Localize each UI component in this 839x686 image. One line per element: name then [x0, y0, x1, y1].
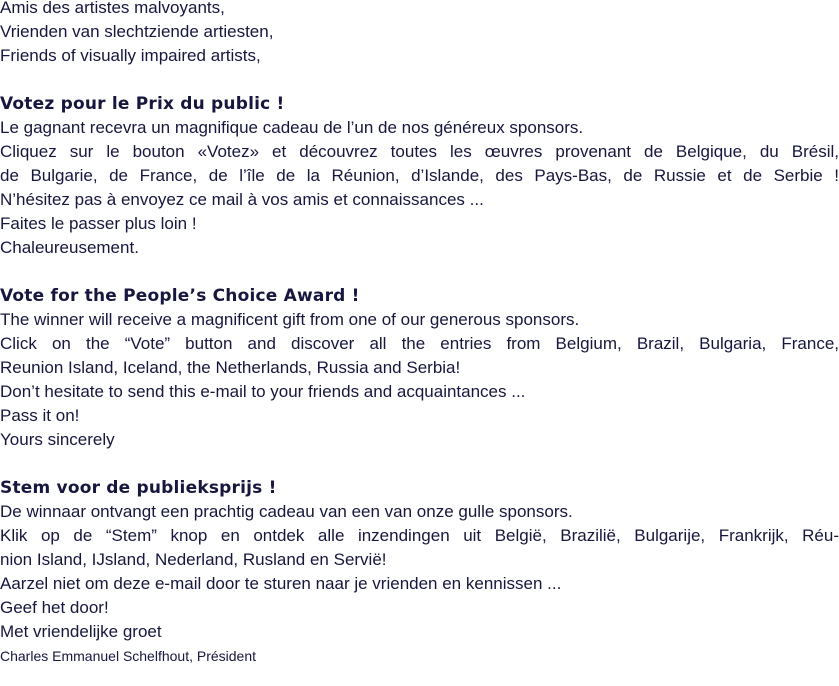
french-line: N’hésitez pas à envoyez ce mail à vos amis et connaissances ... — [0, 190, 484, 209]
signature: Charles Emmanuel Schelfhout, Président — [0, 648, 257, 664]
english-line: Pass it on! — [0, 406, 80, 425]
french-line: Cliquez sur le bouton «Votez» et découvrez toutes les œuvres provenant de Belgique, du Brésil, — [0, 142, 839, 161]
spacer — [0, 68, 839, 92]
french-heading: Votez pour le Prix du public ! — [0, 94, 285, 114]
english-line: Reunion Island, Iceland, the Netherlands, Russia and Serbia! — [0, 358, 461, 377]
french-section — [0, 92, 839, 260]
dutch-line: Klik op de “Stem” knop en ontdek alle inzendingen uit België, Brazilië, Bulgarije, Frankrijk, Réu- — [0, 526, 839, 545]
english-line: The winner will receive a magnificent gift from one of our generous sponsors. — [0, 310, 580, 329]
english-heading: Vote for the People’s Choice Award ! — [0, 286, 360, 306]
english-line: Click on the “Vote” button and discover all the entries from Belgium, Brazil, Bulgaria, France, — [0, 334, 839, 353]
french-line: Chaleureusement. — [0, 238, 139, 257]
french-line: de Bulgarie, de France, de l’île de la Réunion, d’Islande, des Pays-Bas, de Russie et de Serbie ! — [0, 166, 839, 185]
french-line: Le gagnant recevra un magnifique cadeau de l’un de nos généreux sponsors. — [0, 118, 584, 137]
greeting-dutch: Vrienden van slechtziende artiesten, — [0, 22, 274, 41]
spacer — [0, 260, 839, 284]
greeting-block — [0, 0, 839, 68]
dutch-line: De winnaar ontvangt een prachtig cadeau van een van onze gulle sponsors. — [0, 502, 573, 521]
spacer — [0, 452, 839, 476]
english-section — [0, 284, 839, 452]
french-line: Faites le passer plus loin ! — [0, 214, 197, 233]
dutch-line: nion Island, IJsland, Nederland, Rusland en Servië! — [0, 550, 387, 569]
dutch-line: Met vriendelijke groet — [0, 622, 162, 641]
greeting-english: Friends of visually impaired artists, — [0, 46, 261, 65]
english-line: Yours sincerely — [0, 430, 115, 449]
english-line: Don’t hesitate to send this e-mail to your friends and acquaintances ... — [0, 382, 526, 401]
dutch-heading: Stem voor de publieksprijs ! — [0, 478, 277, 498]
dutch-line: Aarzel niet om deze e-mail door te sturen naar je vrienden en kennissen ... — [0, 574, 562, 593]
dutch-line: Geef het door! — [0, 598, 109, 617]
dutch-section — [0, 476, 839, 644]
greeting-french: Amis des artistes malvoyants, — [0, 0, 225, 17]
